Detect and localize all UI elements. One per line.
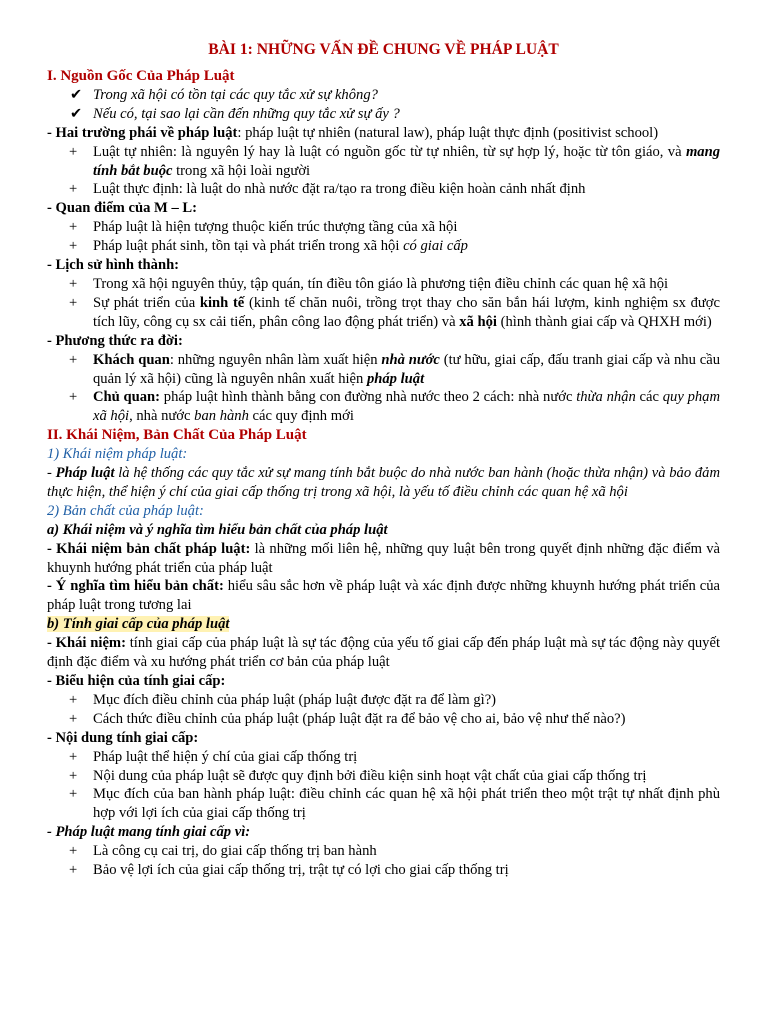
emphasis: quy phạm xã hội: [93, 389, 720, 425]
plus-marker: +: [69, 748, 78, 765]
bullet-text: Bảo vệ lợi ích của giai cấp thống trị, trật tự có lợi cho giai cấp thống trị: [93, 862, 509, 879]
plus-marker: +: [69, 181, 78, 198]
bullet-text: [93, 237, 720, 256]
subheading: [47, 256, 720, 275]
plus-marker: +: [69, 238, 78, 255]
bullet-item: [47, 143, 720, 181]
bullet-text: Mục đích của ban hành pháp luật: điều chỉnh các quan hệ xã hội phát triển theo một trật tự nhất định phù hợp với lợi ích của giai cấp thống trị: [93, 786, 720, 822]
label: - Nội dung tính giai cấp:: [47, 729, 199, 746]
text-part: các: [635, 389, 663, 406]
bullet-text: Là công cụ cai trị, do giai cấp thống trị ban hành: [93, 843, 377, 860]
bullet-text: Pháp luật thể hiện ý chí của giai cấp thống trị: [93, 748, 358, 765]
question-item: [47, 86, 720, 105]
page-title: BÀI 1: NHỮNG VẤN ĐỀ CHUNG VỀ PHÁP LUẬT: [208, 41, 559, 58]
bullet-text: Trong xã hội nguyên thủy, tập quán, tín điều tôn giáo là phương tiện điều chỉnh các quan hệ xã hội: [93, 275, 669, 292]
emphasis: mang tính bắt buộc: [93, 143, 720, 179]
bullet-text: Cách thức điều chỉnh của pháp luật (pháp luật đặt ra để bảo vệ cho ai, bảo vệ như thế nào?): [93, 710, 626, 727]
plus-marker: +: [69, 389, 78, 406]
bullet-text: [93, 388, 720, 426]
label: - Pháp luật mang tính giai cấp vì:: [47, 824, 251, 841]
text-part: Luật tự nhiên: là nguyên lý hay là luật có nguồn gốc từ tự nhiên, từ sự hợp lý, hoặc từ tôn giáo, và: [93, 143, 686, 160]
plus-marker: +: [69, 843, 78, 860]
bullet-item: [47, 710, 720, 729]
section-1-heading: I. Nguồn Gốc Của Pháp Luật: [47, 68, 235, 84]
label: - Ý nghĩa tìm hiểu bản chất:: [47, 578, 224, 595]
emphasis: thừa nhận: [576, 389, 636, 406]
text-part: trong xã hội loài người: [172, 162, 311, 179]
subheading: [47, 199, 720, 218]
bullet-item: [47, 388, 720, 426]
label: a) Khái niệm và ý nghĩa tìm hiểu bản chất của pháp luật: [47, 521, 388, 538]
label: - Khái niệm:: [47, 635, 126, 652]
paragraph: [47, 577, 720, 615]
question-item: [47, 105, 720, 124]
subheading: [47, 672, 720, 691]
emphasis: có giai cấp: [403, 238, 468, 255]
checkmark-icon: ✔: [70, 105, 83, 122]
plus-marker: +: [69, 767, 78, 784]
plus-marker: +: [69, 143, 78, 160]
plus-marker: +: [69, 275, 78, 292]
bullet-item: [47, 294, 720, 332]
subsection-heading: 2) Bản chất của pháp luật:: [47, 502, 204, 519]
text-part: pháp luật hình thành bằng con đường nhà nước theo 2 cách: nhà nước: [160, 389, 577, 406]
emphasis: ban hành: [194, 408, 249, 425]
label: - Quan điểm của M – L:: [47, 200, 197, 217]
plus-marker: +: [69, 691, 78, 708]
bullet-text: [93, 294, 720, 332]
plus-marker: +: [69, 294, 78, 311]
subheading: [47, 615, 720, 634]
text-part: là những mối liên hệ, những quy luật bên trong quyết định những đặc điểm và khuynh hướng phát triển của pháp luật: [47, 540, 720, 576]
subheading: [47, 521, 720, 540]
text-part: (kinh tế chăn nuôi, trồng trọt thay cho săn bắn hái lượm, kinh nghiệm sx được tích lũy, công cụ sx cải tiến, phân công lao động phát triển) và: [93, 294, 720, 330]
checkmark-icon: ✔: [70, 86, 83, 103]
text-part: (tư hữu, giai cấp, đấu tranh giai cấp và nhu cầu quản lý xã hội) cũng là nguyên nhân xuất hiện: [93, 351, 720, 387]
bullet-item: [47, 861, 720, 880]
bullet-item: [47, 237, 720, 256]
label: - Phương thức ra đời:: [47, 332, 183, 349]
label: Chủ quan:: [93, 389, 161, 406]
label: Khách quan: [93, 351, 170, 368]
text-part: : những nguyên nhân làm xuất hiện: [169, 351, 382, 368]
emphasis: kinh tế: [199, 294, 245, 311]
bullet-item: [47, 351, 720, 389]
text-part: hiểu sâu sắc hơn về pháp luật và xác định được những khuynh hướng phát triển của pháp luật trong tương lai: [47, 578, 720, 614]
text-part: Pháp luật phát sinh, tồn tại và phát triển trong xã hội: [93, 238, 404, 255]
subheading: [47, 823, 720, 842]
paragraph: [47, 540, 720, 578]
bullet-text: Luật thực định: là luật do nhà nước đặt ra/tạo ra trong điều kiện hoàn cảnh nhất định: [93, 181, 586, 198]
bullet-item: [47, 275, 720, 294]
text: : pháp luật tự nhiên (natural law), pháp luật thực định (positivist school): [237, 124, 659, 141]
bullet-item: [47, 785, 720, 823]
bullet-item: [47, 218, 720, 237]
section-2-heading: II. Khái Niệm, Bản Chất Của Pháp Luật: [47, 427, 307, 444]
plus-marker: +: [69, 219, 78, 236]
bullet-item: [47, 180, 720, 199]
text-part: là hệ thống các quy tắc xử sự mang tính bắt buộc do nhà nước ban hành (hoặc thừa nhận) và bảo đảm thực hiện, thể hiện ý chí của giai cấp thống trị trong xã hội, là yếu tố điều chỉnh các quan hệ xã hội: [47, 465, 720, 500]
label: - Biểu hiện của tính giai cấp:: [47, 673, 226, 689]
bullet-item: [47, 748, 720, 767]
text-part: các quy định mới: [248, 408, 354, 425]
text-part: (hình thành giai cấp và QHXH mới): [496, 313, 712, 330]
bullet-item: [47, 691, 720, 710]
label: - Lịch sử hình thành:: [47, 257, 180, 274]
emphasis: xã hội: [459, 313, 497, 330]
question-text: Trong xã hội có tồn tại các quy tắc xử sự không?: [93, 86, 378, 103]
emphasis: nhà nước: [381, 351, 440, 368]
subheading: [47, 729, 720, 748]
text-part: tính giai cấp của pháp luật là sự tác động của yếu tố giai cấp đến pháp luật mà sự tác động này quyết định đặc điểm và xu hướng phát triển cơ bản của pháp luật: [47, 635, 720, 671]
subsection-heading: 1) Khái niệm pháp luật:: [47, 446, 188, 463]
bullet-text: [93, 351, 720, 389]
dash: -: [47, 465, 56, 482]
plus-marker: +: [69, 710, 78, 727]
bullet-text: Pháp luật là hiện tượng thuộc kiến trúc thượng tầng của xã hội: [93, 219, 458, 236]
paragraph: [47, 124, 720, 143]
text-part: , nhà nước: [129, 408, 195, 425]
bullet-text: Mục đích điều chỉnh của pháp luật (pháp luật được đặt ra để làm gì?): [93, 691, 497, 708]
paragraph: [47, 634, 720, 672]
label: - Hai trường phái về pháp luật: [47, 124, 238, 141]
plus-marker: +: [69, 351, 78, 368]
bullet-item: [47, 842, 720, 861]
emphasis: Pháp luật: [55, 465, 115, 482]
plus-marker: +: [69, 786, 78, 803]
question-text: Nếu có, tại sao lại cần đến những quy tắc xử sự ấy ?: [93, 105, 400, 122]
definition-paragraph: [47, 464, 720, 502]
bullet-text: [93, 143, 720, 181]
label: - Khái niệm bản chất pháp luật:: [47, 540, 251, 557]
bullet-text: Nội dung của pháp luật sẽ được quy định bởi điều kiện sinh hoạt vật chất của giai cấp thống trị: [93, 767, 647, 784]
text-part: Sự phát triển của: [93, 294, 200, 311]
bullet-item: [47, 767, 720, 786]
highlighted-label: b) Tính giai cấp của pháp luật: [47, 616, 230, 633]
plus-marker: +: [69, 862, 78, 879]
emphasis: pháp luật: [366, 370, 425, 387]
subheading: [47, 332, 720, 351]
